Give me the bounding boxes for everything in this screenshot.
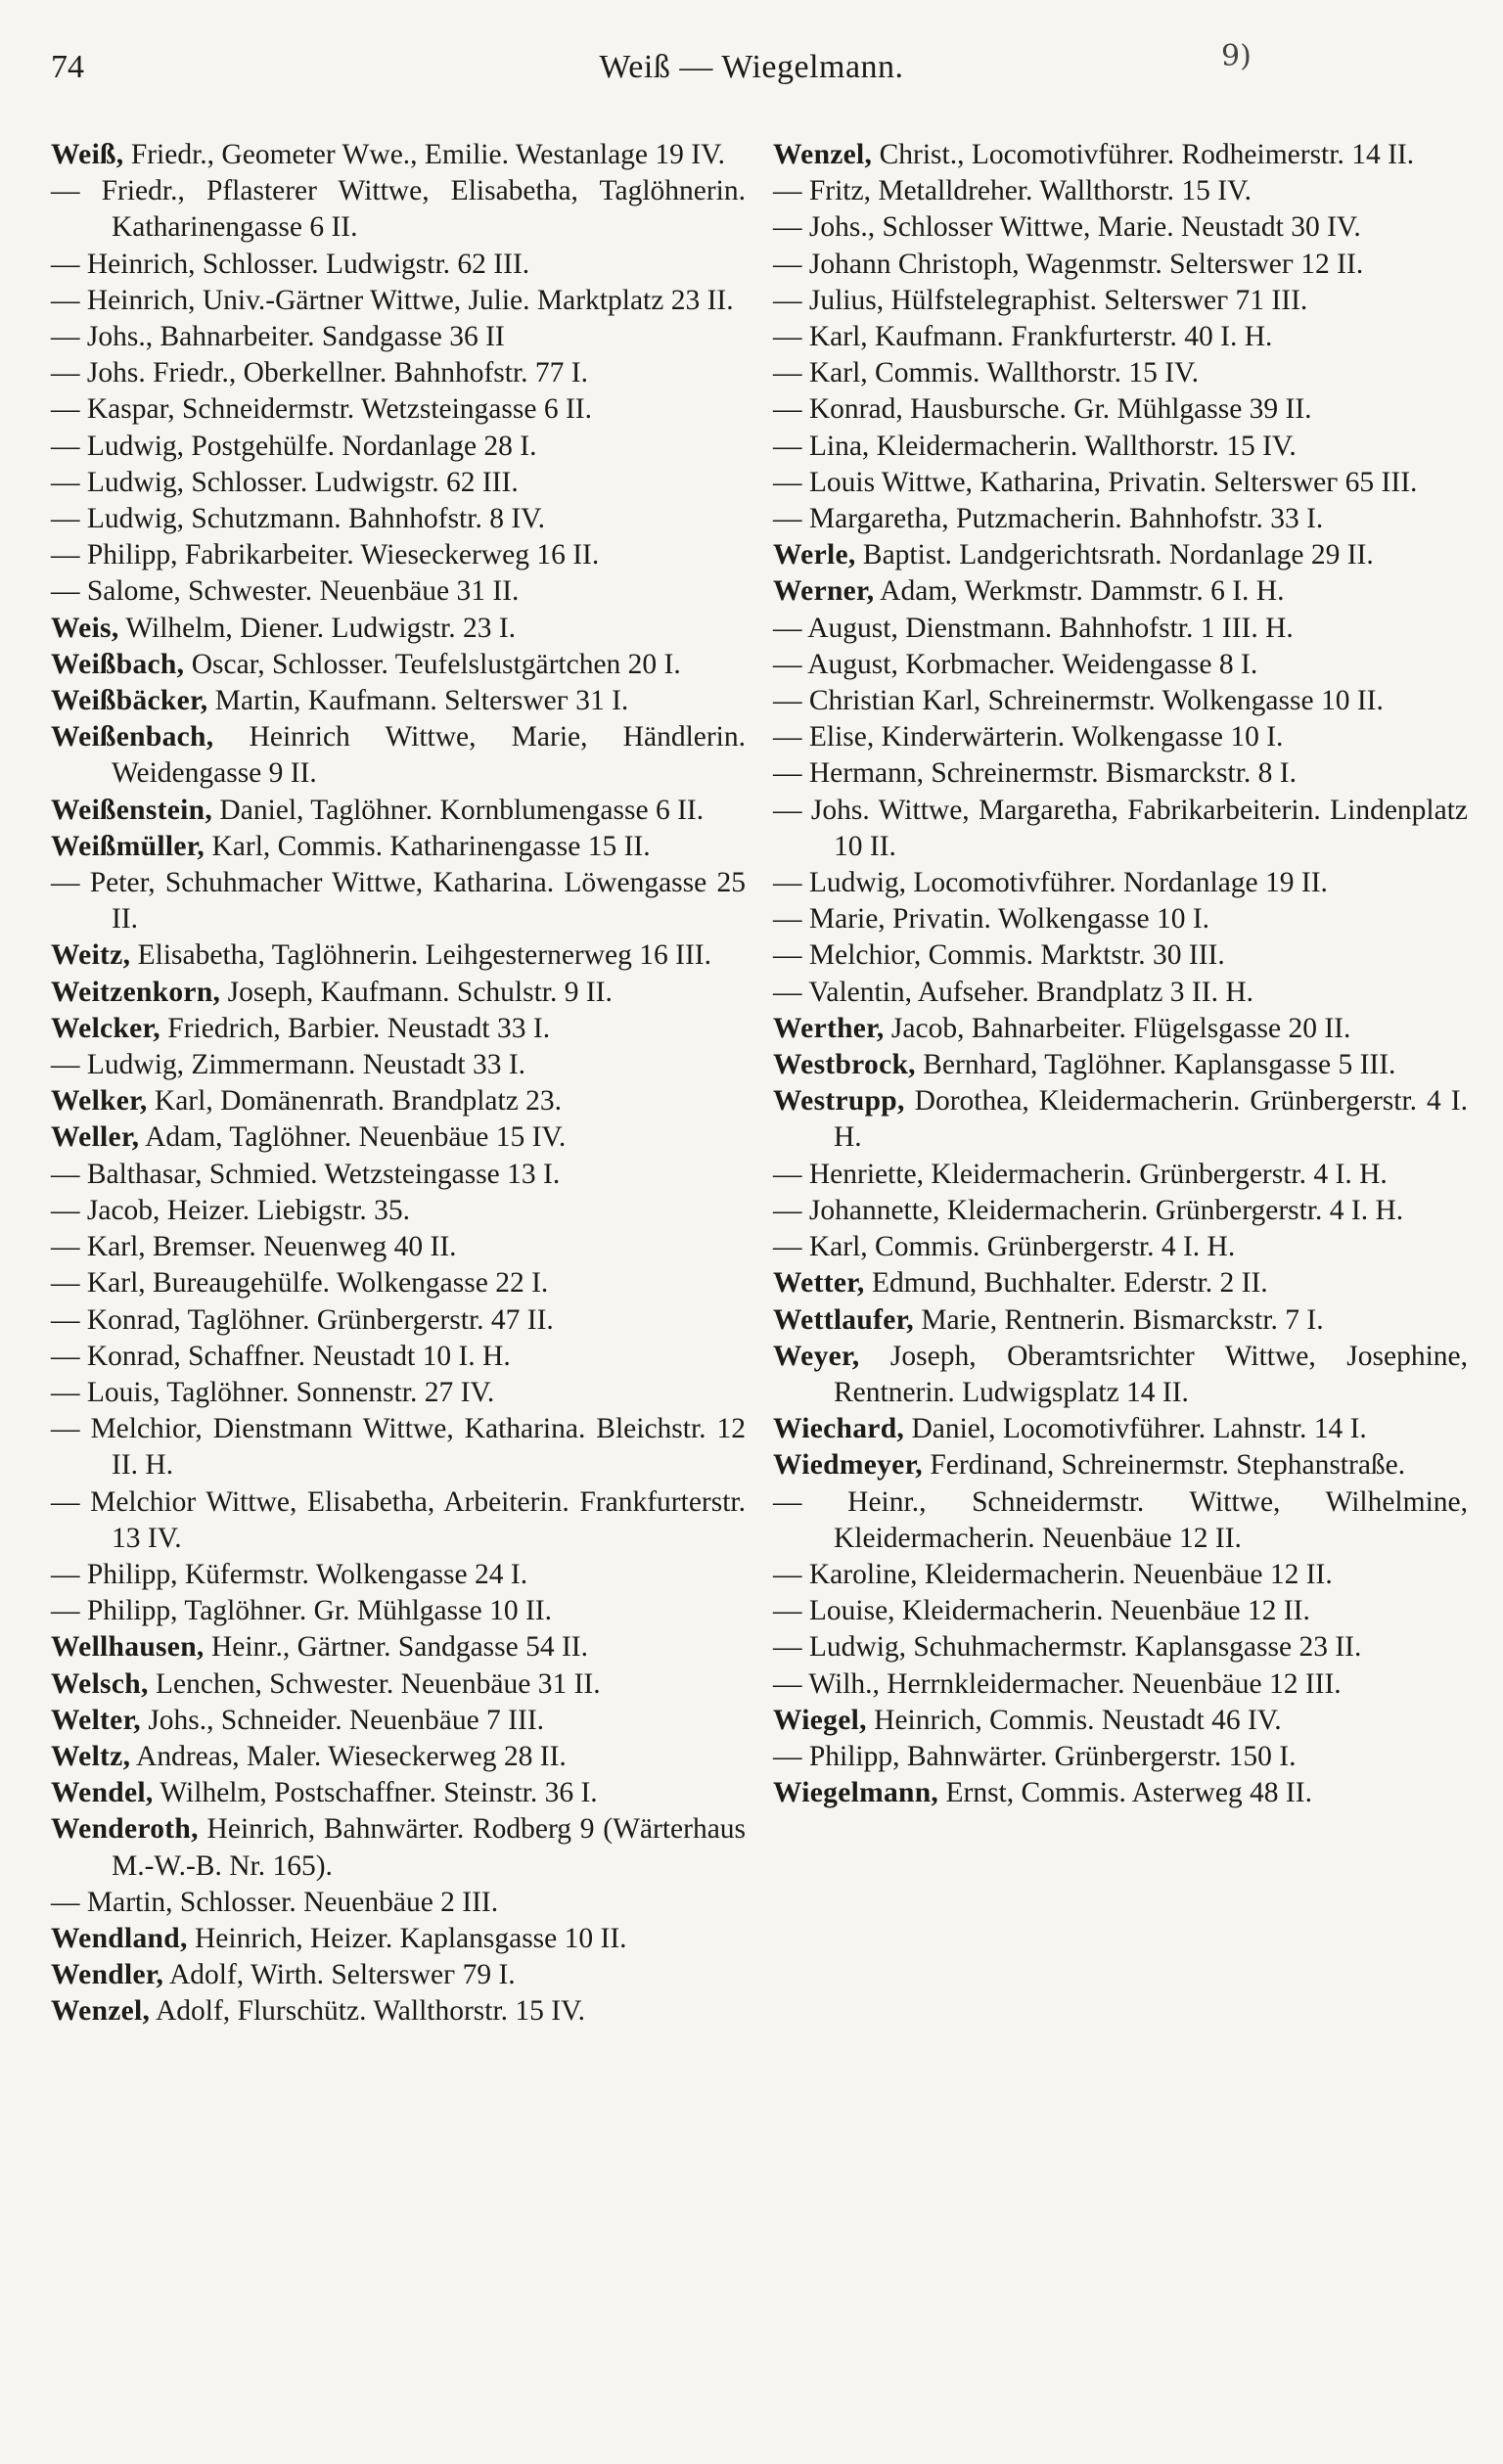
- directory-entry: [773, 1557, 1468, 1593]
- directory-entry: [773, 429, 1468, 465]
- entry-details: — Melchior, Dienstmann Wittwe, Katharina. Bleichstr. 12 II. H.: [51, 1413, 746, 1482]
- entry-details: Daniel, Taglöhner. Kornblumengasse 6 II.: [219, 794, 705, 826]
- entry-details: Karl, Commis. Katharinengasse 15 II.: [211, 830, 651, 862]
- entry-surname: Welter,: [51, 1704, 141, 1736]
- entry-surname: Weiß,: [51, 139, 124, 170]
- entry-details: — Konrad, Schaffner. Neustadt 10 I. H.: [51, 1340, 511, 1372]
- directory-entry: [773, 1447, 1468, 1483]
- entry-details: Edmund, Buchhalter. Ederstr. 2 II.: [871, 1267, 1268, 1300]
- entry-details: — Karl, Commis. Wallthorstr. 15 IV.: [773, 357, 1199, 389]
- directory-entry: [51, 793, 746, 829]
- directory-entry: [773, 865, 1468, 901]
- entry-surname: Wenzel,: [51, 1995, 151, 2028]
- entry-surname: Wiechard,: [773, 1413, 905, 1445]
- directory-entry: [51, 1703, 746, 1739]
- entry-details: Adam, Werkmstr. Dammstr. 6 I. H.: [880, 575, 1285, 608]
- entry-surname: Wiedmeyer,: [773, 1449, 923, 1482]
- entry-surname: Wetter,: [773, 1267, 865, 1300]
- entry-details: — Johann Christoph, Wagenmstr. Selterswег 12 II.: [773, 248, 1364, 280]
- entry-details: — Christian Karl, Schreinermstr. Wolkengasse 10 II.: [773, 685, 1384, 717]
- entry-details: — Henriette, Kleidermacherin. Grünbergerstr. 4 I. H.: [773, 1158, 1388, 1190]
- directory-entry: [773, 537, 1468, 573]
- entry-surname: Wiegelmann,: [773, 1777, 939, 1809]
- entry-surname: Wenderoth,: [51, 1813, 199, 1846]
- entry-details: Joseph, Kaufmann. Schulstr. 9 II.: [227, 976, 613, 1008]
- directory-entry: [51, 465, 746, 501]
- directory-entry: [51, 647, 746, 683]
- entry-details: — Hermann, Schreinermstr. Bismarckstr. 8 I.: [773, 757, 1297, 790]
- entry-details: — Lina, Kleidermacherin. Wallthorstr. 15 IV.: [773, 430, 1297, 462]
- directory-entry: [51, 247, 746, 283]
- entry-details: Johs., Schneider. Neuenbäue 7 III.: [148, 1704, 545, 1736]
- entry-details: Oscar, Schlosser. Teufelslustgärtchen 20 I.: [191, 648, 681, 680]
- directory-entry: [51, 137, 746, 173]
- directory-entry: [773, 283, 1468, 319]
- entry-details: — Ludwig, Postgehülfe. Nordanlage 28 I.: [51, 430, 537, 462]
- entry-surname: Welsch,: [51, 1667, 149, 1700]
- entry-surname: Weitzenkorn,: [51, 976, 221, 1008]
- entry-details: — Julius, Hülfstelegraphist. Selterswег 71 III.: [773, 284, 1308, 316]
- directory-entry: [51, 1339, 746, 1375]
- directory-entry: [51, 719, 746, 792]
- entry-details: — Philipp, Bahnwärter. Grünbergerstr. 150 I.: [773, 1740, 1297, 1772]
- directory-entry: [51, 829, 746, 865]
- directory-entry: [773, 1229, 1468, 1265]
- directory-entry: [51, 1484, 746, 1557]
- entry-details: — Wilh., Herrnkleidermacher. Neuenbäue 12 III.: [773, 1667, 1342, 1700]
- directory-entry: [773, 683, 1468, 719]
- entry-details: — Ludwig, Schlosser. Ludwigstr. 62 III.: [51, 466, 519, 498]
- entry-details: Adolf, Flurschütz. Wallthorstr. 15 IV.: [155, 1995, 585, 2028]
- directory-entry: [51, 1229, 746, 1265]
- entry-details: — August, Dienstmann. Bahnhofstr. 1 III. H.: [773, 612, 1294, 644]
- directory-entry: [51, 1193, 746, 1229]
- entry-details: Heinrich, Bahnwärter. Rodberg 9 (Wärterhaus M.-W.-B. Nr. 165).: [112, 1813, 747, 1882]
- directory-entry: [773, 1593, 1468, 1629]
- directory-entry: [51, 1739, 746, 1775]
- entry-details: — Johs., Schlosser Wittwe, Marie. Neustadt 30 IV.: [773, 211, 1361, 244]
- entry-surname: Wendland,: [51, 1922, 188, 1954]
- directory-entry: [51, 429, 746, 465]
- entry-surname: Wiegel,: [773, 1704, 867, 1736]
- directory-entry: [773, 611, 1468, 647]
- page-header: [0, 0, 1503, 108]
- directory-entry: [773, 755, 1468, 792]
- entry-details: — August, Korbmacher. Weidengasse 8 I.: [773, 648, 1258, 680]
- directory-entry: [51, 975, 746, 1011]
- directory-entry: [773, 647, 1468, 683]
- entry-details: Karl, Domänenrath. Brandplatz 23.: [154, 1085, 563, 1118]
- entry-details: — Ludwig, Zimmermann. Neustadt 33 I.: [51, 1049, 526, 1081]
- directory-entry: [773, 1666, 1468, 1703]
- entry-details: — Konrad, Taglöhner. Grünbergerstr. 47 II.: [51, 1303, 554, 1336]
- directory-entry: [773, 1302, 1468, 1339]
- entry-details: — Melchior, Commis. Marktstr. 30 III.: [773, 939, 1225, 972]
- entry-surname: Wenzel,: [773, 139, 873, 170]
- entry-details: Wilhelm, Postschaffner. Steinstr. 36 I.: [159, 1777, 598, 1809]
- directory-entry: [773, 719, 1468, 755]
- directory-entry: [51, 1775, 746, 1811]
- directory-entry: [773, 1629, 1468, 1665]
- entry-details: — Karl, Commis. Grünbergerstr. 4 I. H.: [773, 1231, 1236, 1263]
- left-column: [51, 137, 746, 2031]
- entry-details: Jacob, Bahnarbeiter. Flügelsgasse 20 II.: [890, 1012, 1351, 1044]
- directory-entry: [51, 355, 746, 391]
- directory-entry: [51, 1119, 746, 1156]
- directory-entry: [51, 173, 746, 246]
- directory-entry: [51, 1557, 746, 1593]
- directory-entry: [51, 611, 746, 647]
- directory-entry: [773, 391, 1468, 428]
- directory-entry: [773, 173, 1468, 209]
- directory-entry: [773, 137, 1468, 173]
- directory-entry: [51, 1993, 746, 2030]
- entry-surname: Westrupp,: [773, 1085, 905, 1118]
- directory-entry: [51, 391, 746, 428]
- directory-entry: [773, 1193, 1468, 1229]
- entry-surname: Weißbäcker,: [51, 685, 208, 717]
- corner-mark: 9): [1221, 39, 1252, 73]
- page-number: 74: [51, 49, 84, 85]
- entry-details: — Heinrich, Schlosser. Ludwigstr. 62 III.: [51, 248, 530, 280]
- entry-details: — Johs. Wittwe, Margaretha, Fabrikarbeiterin. Lindenplatz 10 II.: [773, 794, 1468, 862]
- directory-entry: [51, 1811, 746, 1884]
- directory-entry: [51, 937, 746, 974]
- entry-details: — Peter, Schuhmacher Wittwe, Katharina. Löwengasse 25 II.: [51, 867, 746, 935]
- entry-details: Heinr., Gärtner. Sandgasse 54 II.: [210, 1631, 588, 1664]
- entry-details: Wilhelm, Diener. Ludwigstr. 23 I.: [125, 612, 517, 644]
- entry-surname: Weißbach,: [51, 648, 185, 680]
- entry-details: Heinrich, Commis. Neustadt 46 IV.: [874, 1704, 1282, 1736]
- entry-details: — Karoline, Kleidermacherin. Neuenbäue 12 II.: [773, 1558, 1333, 1590]
- entry-details: — Valentin, Aufseher. Brandplatz 3 II. H.: [773, 976, 1254, 1008]
- entry-details: — Johs., Bahnarbeiter. Sandgasse 36 II: [51, 321, 505, 353]
- directory-entry: [51, 1302, 746, 1339]
- directory-entry: [51, 1083, 746, 1119]
- entry-details: Daniel, Locomotivführer. Lahnstr. 14 I.: [911, 1413, 1367, 1445]
- entry-surname: Weitz,: [51, 939, 131, 972]
- directory-entry: [51, 1921, 746, 1957]
- entry-details: Heinrich Wittwe, Marie, Händlerin. Weidengasse 9 II.: [112, 721, 746, 790]
- directory-entry: [51, 1411, 746, 1483]
- directory-entry: [51, 1593, 746, 1629]
- entry-surname: Weltz,: [51, 1740, 131, 1772]
- entry-surname: Wendler,: [51, 1959, 164, 1991]
- entry-details: — Karl, Bremser. Neuenweg 40 II.: [51, 1231, 457, 1263]
- directory-entry: [51, 319, 746, 355]
- entry-details: — Kaspar, Schneidermstr. Wetzsteingasse 6 II.: [51, 393, 592, 426]
- directory-entry: [51, 1957, 746, 1993]
- directory-entry: [773, 793, 1468, 865]
- entry-surname: Westbrock,: [773, 1049, 916, 1081]
- entry-details: — Jacob, Heizer. Liebigstr. 35.: [51, 1194, 411, 1226]
- entry-details: Elisabetha, Taglöhnerin. Leihgesternerweg 16 III.: [137, 939, 711, 972]
- entry-details: — Philipp, Taglöhner. Gr. Mühlgasse 10 II.: [51, 1595, 552, 1627]
- entry-details: — Marie, Privatin. Wolkengasse 10 I.: [773, 903, 1210, 935]
- entry-surname: Weller,: [51, 1121, 140, 1154]
- right-column: [773, 137, 1468, 1811]
- entry-details: Bernhard, Taglöhner. Kaplansgasse 5 III.: [923, 1049, 1396, 1081]
- entry-details: — Konrad, Hausbursche. Gr. Mühlgasse 39 II.: [773, 393, 1312, 426]
- directory-entry: [773, 501, 1468, 537]
- entry-details: Ernst, Commis. Asterweg 48 II.: [945, 1777, 1312, 1809]
- directory-entry: [773, 319, 1468, 355]
- entry-details: — Karl, Kaufmann. Frankfurterstr. 40 I. H.: [773, 321, 1273, 353]
- entry-details: — Heinr., Schneidermstr. Wittwe, Wilhelmine, Kleidermacherin. Neuenbäue 12 II.: [773, 1485, 1468, 1554]
- entry-details: Baptist. Landgerichtsrath. Nordanlage 29 II.: [862, 539, 1374, 571]
- entry-details: — Elise, Kinderwärterin. Wolkengasse 10 I.: [773, 721, 1284, 753]
- entry-details: — Heinrich, Univ.-Gärtner Wittwe, Julie. Marktplatz 23 II.: [51, 284, 734, 316]
- directory-entry: [51, 1375, 746, 1411]
- entry-details: — Margaretha, Putzmacherin. Bahnhofstr. 33 I.: [773, 503, 1324, 535]
- entry-surname: Welker,: [51, 1085, 148, 1118]
- directory-entry: [51, 1629, 746, 1665]
- directory-entry: [773, 209, 1468, 246]
- directory-entry: [773, 355, 1468, 391]
- entry-details: — Ludwig, Schutzmann. Bahnhofstr. 8 IV.: [51, 503, 546, 535]
- directory-entry: [51, 865, 746, 937]
- directory-entry: [773, 1703, 1468, 1739]
- entry-surname: Wettlaufer,: [773, 1303, 914, 1336]
- entry-surname: Weis,: [51, 612, 119, 644]
- entry-surname: Wendel,: [51, 1777, 154, 1809]
- directory-entry: [51, 1885, 746, 1921]
- entry-details: Ferdinand, Schreinermstr. Stephanstraße.: [930, 1449, 1406, 1482]
- entry-surname: Weißenstein,: [51, 794, 213, 826]
- directory-entry: [51, 1265, 746, 1301]
- entry-details: — Johs. Friedr., Oberkellner. Bahnhofstr. 77 I.: [51, 357, 588, 389]
- directory-entry: [773, 1047, 1468, 1083]
- entry-details: — Fritz, Metalldreher. Wallthorstr. 15 IV.: [773, 175, 1252, 207]
- entry-details: Adolf, Wirth. Selterswег 79 I.: [168, 1959, 516, 1991]
- directory-entry: [51, 501, 746, 537]
- directory-entry: [51, 1157, 746, 1193]
- entry-details: — Karl, Bureaugehülfe. Wolkengasse 22 I.: [51, 1267, 549, 1300]
- entry-details: — Martin, Schlosser. Neuenbäue 2 III.: [51, 1886, 499, 1918]
- entry-details: — Philipp, Küfermstr. Wolkengasse 24 I.: [51, 1558, 528, 1590]
- entry-details: — Balthasar, Schmied. Wetzsteingasse 13 I.: [51, 1158, 561, 1190]
- entry-details: Adam, Taglöhner. Neuenbäue 15 IV.: [145, 1121, 567, 1154]
- entry-details: — Philipp, Fabrikarbeiter. Wieseckerweg 16 II.: [51, 539, 600, 571]
- entry-details: — Louis Wittwe, Katharina, Privatin. Selterswег 65 III.: [773, 466, 1418, 498]
- directory-entry: [773, 247, 1468, 283]
- directory-entry: [51, 1011, 746, 1047]
- directory-entry: [773, 1339, 1468, 1411]
- entry-details: — Ludwig, Schuhmachermstr. Kaplansgasse 23 II.: [773, 1631, 1362, 1664]
- entry-surname: Werner,: [773, 575, 875, 608]
- entry-details: Dorothea, Kleidermacherin. Grünbergerstr. 4 I. H.: [834, 1085, 1468, 1154]
- entry-details: — Johannette, Kleidermacherin. Grünbergerstr. 4 I. H.: [773, 1194, 1404, 1226]
- entry-details: Heinrich, Heizer. Kaplansgasse 10 II.: [195, 1922, 627, 1954]
- entry-details: — Salome, Schwester. Neuenbäue 31 II.: [51, 575, 520, 608]
- directory-entry: [773, 975, 1468, 1011]
- directory-entry: [773, 1484, 1468, 1557]
- entry-surname: Wellhausen,: [51, 1631, 205, 1664]
- directory-entry: [773, 1265, 1468, 1301]
- entry-details: Andreas, Maler. Wieseckerweg 28 II.: [136, 1740, 567, 1772]
- entry-surname: Weyer,: [773, 1340, 860, 1372]
- directory-entry: [773, 1083, 1468, 1156]
- entry-surname: Werle,: [773, 539, 856, 571]
- entry-surname: Weißenbach,: [51, 721, 214, 753]
- directory-entry: [773, 1775, 1468, 1811]
- running-head: Weiß — Wiegelmann.: [599, 49, 904, 85]
- entry-details: — Friedr., Pflasterer Wittwe, Elisabetha, Taglöhnerin. Katharinengasse 6 II.: [51, 175, 746, 244]
- directory-entry: [51, 573, 746, 610]
- entry-details: Lenchen, Schwester. Neuenbäue 31 II.: [156, 1667, 601, 1700]
- directory-entry: [773, 1411, 1468, 1447]
- entry-details: — Melchior Wittwe, Elisabetha, Arbeiterin. Frankfurterstr. 13 IV.: [51, 1485, 746, 1554]
- entry-details: Joseph, Oberamtsrichter Wittwe, Josephine, Rentnerin. Ludwigsplatz 14 II.: [834, 1340, 1468, 1408]
- directory-entry: [51, 283, 746, 319]
- directory-entry: [51, 1666, 746, 1703]
- directory-entry: [51, 1047, 746, 1083]
- directory-entry: [773, 901, 1468, 937]
- entry-details: Christ., Locomotivführer. Rodheimerstr. 14 II.: [879, 139, 1415, 170]
- directory-entry: [773, 937, 1468, 974]
- entry-details: — Ludwig, Locomotivführer. Nordanlage 19 II.: [773, 867, 1328, 899]
- directory-entry: [773, 573, 1468, 610]
- entry-surname: Weißmüller,: [51, 830, 205, 862]
- directory-entry: [773, 1157, 1468, 1193]
- entry-surname: Welcker,: [51, 1012, 160, 1044]
- entry-surname: Werther,: [773, 1012, 885, 1044]
- directory-entry: [773, 465, 1468, 501]
- entry-details: Marie, Rentnerin. Bismarckstr. 7 I.: [921, 1303, 1324, 1336]
- entry-details: — Louise, Kleidermacherin. Neuenbäue 12 II.: [773, 1595, 1310, 1627]
- entry-details: Friedrich, Barbier. Neustadt 33 I.: [167, 1012, 551, 1044]
- directory-entry: [773, 1011, 1468, 1047]
- entry-details: Friedr., Geometer Wwe., Emilie. Westanlage 19 IV.: [130, 139, 725, 170]
- directory-entry: [773, 1739, 1468, 1775]
- directory-entry: [51, 537, 746, 573]
- entry-details: — Louis, Taglöhner. Sonnenstr. 27 IV.: [51, 1376, 495, 1408]
- directory-entry: [51, 683, 746, 719]
- entry-details: Martin, Kaufmann. Selterswег 31 I.: [214, 685, 629, 717]
